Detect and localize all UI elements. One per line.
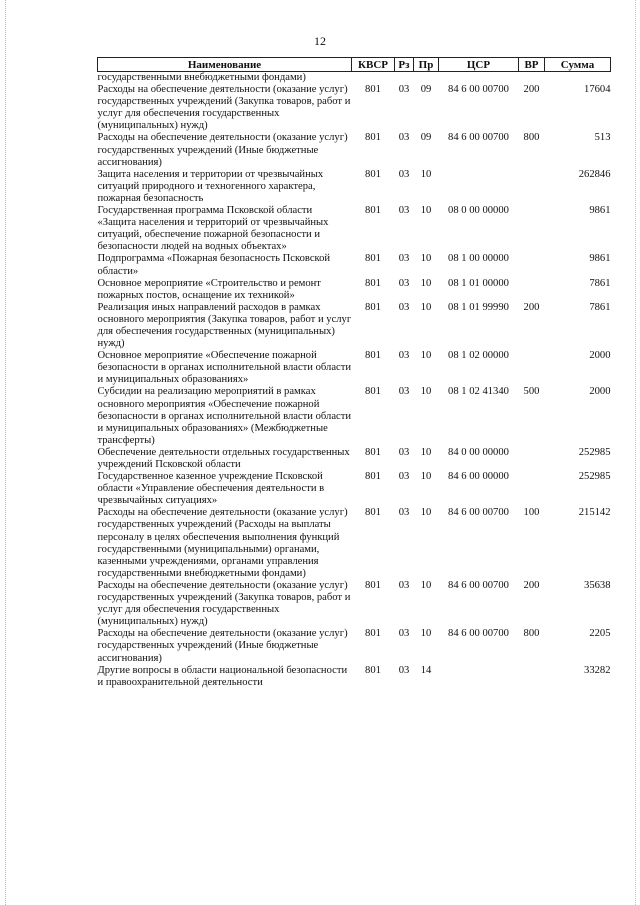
cell-vr: 100 (523, 507, 540, 519)
table-row (98, 665, 611, 689)
scan-edge-left (5, 0, 6, 905)
cell-csr: 84 6 00 00700 (448, 507, 509, 519)
table-row (98, 132, 611, 168)
cell-pr: 10 (420, 579, 432, 591)
cell-sum: 2000 (589, 386, 611, 398)
cell-sum: 9861 (589, 205, 611, 217)
cell-sum: 33282 (584, 664, 611, 676)
table-row (98, 84, 611, 132)
cell-pr: 10 (420, 471, 432, 483)
cell-csr: 84 6 00 00000 (448, 471, 509, 483)
table-row (98, 471, 611, 507)
cell-pr: 10 (420, 277, 432, 289)
cell-sum: 252985 (578, 446, 611, 458)
cell-kvsr: 801 (365, 507, 381, 519)
cell-kvsr: 801 (365, 168, 381, 180)
cell-vr: 800 (523, 628, 540, 640)
cell-sum: 35638 (584, 579, 611, 591)
cell-csr: 84 6 00 00700 (448, 628, 509, 640)
cell-kvsr: 801 (365, 386, 381, 398)
cell-rz: 03 (398, 471, 410, 483)
cell-kvsr: 801 (365, 132, 381, 144)
cell-vr: 200 (523, 84, 540, 96)
cell-rz: 03 (398, 205, 410, 217)
cell-name: Государственная программа Псковской области «Защита населения и территорий от чрезвычайных ситуаций, обеспечение пожарной безопасности и безопасности людей на водных объектах» (97, 205, 329, 253)
budget-table (97, 57, 611, 689)
cell-kvsr: 801 (365, 579, 381, 591)
cell-csr: 08 1 02 41340 (448, 386, 509, 398)
table-row (98, 350, 611, 386)
cell-vr (519, 72, 545, 85)
cell-sum: 252985 (578, 471, 611, 483)
cell-vr (519, 205, 545, 253)
cell-name: Обеспечение деятельности отдельных государственных учреждений Псковской области (97, 446, 350, 470)
cell-sum: 7861 (589, 301, 611, 313)
table-row (98, 302, 611, 350)
cell-vr: 200 (523, 301, 540, 313)
cell-rz: 03 (398, 579, 410, 591)
header-csr: ЦСР (439, 58, 519, 72)
cell-name: Защита населения и территории от чрезвычайных ситуаций природного и техногенного характера, пожарная безопасность (97, 168, 324, 204)
table-row (98, 253, 611, 277)
cell-csr (439, 169, 519, 205)
cell-sum: 17604 (584, 84, 611, 96)
cell-kvsr: 801 (365, 301, 381, 313)
cell-sum (545, 72, 611, 85)
cell-pr: 10 (420, 446, 432, 458)
cell-sum: 215142 (578, 507, 611, 519)
cell-rz: 03 (398, 132, 410, 144)
cell-kvsr: 801 (365, 664, 381, 676)
cell-name: Другие вопросы в области национальной безопасности и правоохранительной деятельности (97, 664, 348, 688)
cell-pr: 10 (420, 386, 432, 398)
cell-kvsr: 801 (365, 84, 381, 96)
cell-pr: 10 (420, 168, 432, 180)
cell-pr: 10 (420, 205, 432, 217)
cell-sum: 2205 (589, 628, 611, 640)
cell-vr (519, 665, 545, 689)
table-row (98, 72, 611, 85)
cell-name: Расходы на обеспечение деятельности (оказание услуг) государственных учреждений (Иные бюджетные ассигнования) (97, 628, 348, 664)
cell-csr: 84 6 00 00700 (448, 84, 509, 96)
cell-pr: 14 (420, 664, 432, 676)
table-row (98, 169, 611, 205)
cell-rz: 03 (398, 507, 410, 519)
header-rz: Рз (395, 58, 414, 72)
cell-name: Расходы на обеспечение деятельности (оказание услуг) государственных учреждений (Иные бюджетные ассигнования) (97, 132, 348, 168)
cell-rz: 03 (398, 253, 410, 265)
cell-rz: 03 (398, 168, 410, 180)
cell-csr: 08 1 02 00000 (448, 350, 509, 362)
cell-rz: 03 (398, 446, 410, 458)
cell-pr: 09 (420, 132, 432, 144)
cell-sum: 262846 (578, 168, 611, 180)
table-row (98, 278, 611, 302)
cell-csr (439, 665, 519, 689)
cell-rz: 03 (398, 628, 410, 640)
cell-kvsr: 801 (365, 277, 381, 289)
cell-pr: 09 (420, 84, 432, 96)
cell-kvsr (352, 72, 395, 85)
cell-rz: 03 (398, 301, 410, 313)
cell-name: Расходы на обеспечение деятельности (оказание услуг) государственных учреждений (Закупка товаров, работ и услуг для обеспечения государственных (муниципальных) нужд) (97, 84, 351, 132)
cell-csr: 84 6 00 00700 (448, 579, 509, 591)
table-row (98, 205, 611, 253)
cell-kvsr: 801 (365, 350, 381, 362)
cell-csr: 08 0 00 00000 (448, 205, 509, 217)
cell-sum: 7861 (589, 277, 611, 289)
cell-pr: 10 (420, 350, 432, 362)
page-number: 12 (314, 34, 326, 48)
cell-vr (519, 253, 545, 277)
cell-vr (519, 278, 545, 302)
cell-name: Расходы на обеспечение деятельности (оказание услуг) государственных учреждений (Закупка товаров, работ и услуг для обеспечения государственных (муниципальных) нужд) (97, 579, 351, 628)
cell-name: Основное мероприятие «Строительство и ремонт пожарных постов, оснащение их техникой» (97, 277, 321, 301)
header-name: Наименование (98, 58, 352, 72)
cell-rz (395, 72, 414, 85)
cell-vr (519, 350, 545, 386)
cell-pr: 10 (420, 253, 432, 265)
table-header (98, 58, 611, 72)
cell-vr: 500 (523, 386, 540, 398)
cell-name: государственными внебюджетными фондами) (97, 72, 306, 83)
table-row (98, 580, 611, 628)
cell-rz: 03 (398, 350, 410, 362)
cell-kvsr: 801 (365, 253, 381, 265)
cell-csr: 08 1 01 00000 (448, 277, 509, 289)
cell-name: Государственное казенное учреждение Псковской области «Управление обеспечения деятельности в чрезвычайных ситуациях» (97, 471, 325, 507)
cell-sum: 2000 (589, 350, 611, 362)
cell-kvsr: 801 (365, 446, 381, 458)
cell-pr: 10 (420, 628, 432, 640)
cell-sum: 9861 (589, 253, 611, 265)
table-row (98, 628, 611, 664)
cell-rz: 03 (398, 386, 410, 398)
cell-vr (519, 447, 545, 471)
cell-vr: 800 (523, 132, 540, 144)
header-sum: Сумма (545, 58, 611, 72)
cell-csr: 84 6 00 00700 (448, 132, 509, 144)
header-vr: ВР (519, 58, 545, 72)
cell-rz: 03 (398, 664, 410, 676)
cell-kvsr: 801 (365, 471, 381, 483)
cell-sum: 513 (594, 132, 611, 144)
cell-rz: 03 (398, 84, 410, 96)
cell-pr: 10 (420, 301, 432, 313)
cell-csr: 08 1 01 99990 (448, 301, 509, 313)
cell-name: Субсидии на реализацию мероприятий в рамках основного мероприятия «Обеспечение пожарной безопасности в органах исполнительной власти области и муниципальных образованиях» (Межбюджетные трансферты) (97, 386, 352, 446)
header-kvsr: КВСР (352, 58, 395, 72)
cell-vr (519, 471, 545, 507)
cell-csr (439, 72, 519, 85)
cell-name: Расходы на обеспечение деятельности (оказание услуг) государственных учреждений (Расходы на выплаты персоналу в целях обеспечения выполнения функций государственными (муниципальными) органами, казенными учреждениями, органами управления государственными внебюджетными фондами) (97, 507, 348, 579)
cell-name: Реализация иных направлений расходов в рамках основного мероприятия (Закупка товаров, работ и услуг для обеспечения государственных (муниципальных) нужд) (97, 301, 352, 350)
cell-kvsr: 801 (365, 205, 381, 217)
header-pr: Пр (414, 58, 439, 72)
table-row (98, 507, 611, 580)
table-row (98, 386, 611, 446)
cell-csr: 84 0 00 00000 (448, 446, 509, 458)
cell-kvsr: 801 (365, 628, 381, 640)
cell-rz: 03 (398, 277, 410, 289)
cell-name: Подпрограмма «Пожарная безопасность Псковской области» (97, 253, 331, 277)
cell-csr: 08 1 00 00000 (448, 253, 509, 265)
cell-pr: 10 (420, 507, 432, 519)
table-body (98, 72, 611, 689)
cell-pr (414, 72, 439, 85)
scan-edge-right (635, 0, 636, 905)
table-row (98, 447, 611, 471)
cell-name: Основное мероприятие «Обеспечение пожарной безопасности в органах исполнительной власти области и муниципальных образованиях» (97, 350, 352, 386)
cell-vr: 200 (523, 579, 540, 591)
cell-vr (519, 169, 545, 205)
